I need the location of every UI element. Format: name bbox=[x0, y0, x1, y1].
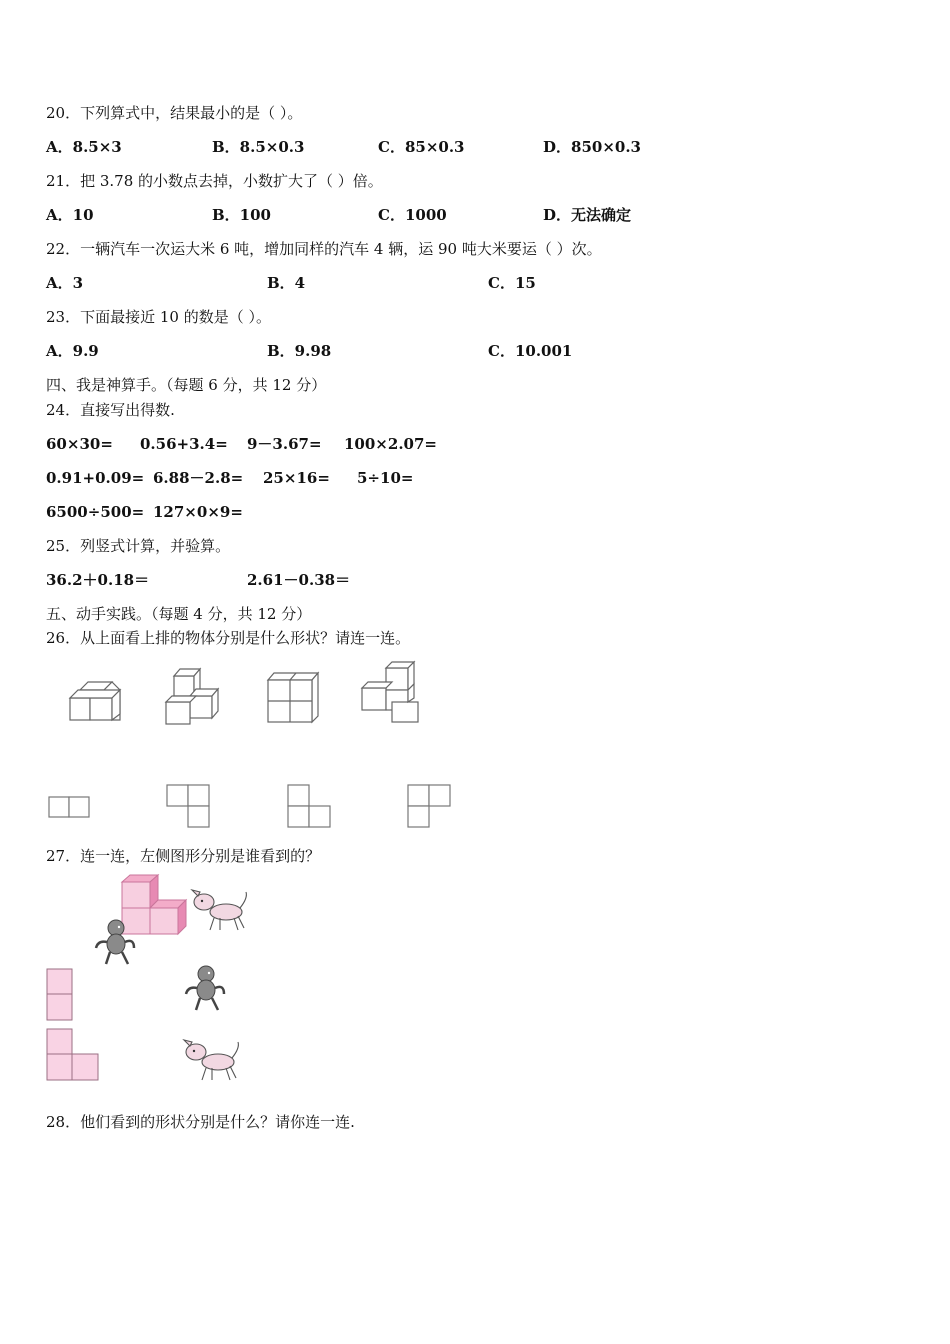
two-squares-icon bbox=[48, 796, 90, 818]
q23-option-a[interactable]: A．9.9 bbox=[46, 342, 99, 360]
q21-stem: 21．把 3.78 的小数点去掉，小数扩大了（ ）倍。 bbox=[46, 172, 383, 190]
q25-item: 2.61－0.38＝ bbox=[247, 571, 351, 589]
three-squares-corner-icon bbox=[407, 784, 451, 828]
q27-view-vertical[interactable] bbox=[46, 968, 74, 1022]
q21-option-a[interactable]: A．10 bbox=[46, 206, 94, 224]
q27-dog-bottom[interactable] bbox=[182, 1036, 242, 1084]
monkey-icon bbox=[182, 964, 228, 1012]
q20-option-b[interactable]: B．8.5×0.3 bbox=[212, 138, 305, 156]
q24-item: 127×0×9= bbox=[153, 503, 243, 521]
q24-item: 6500÷500= bbox=[46, 503, 145, 521]
q24-item: 6.88－2.8= bbox=[153, 469, 244, 487]
q22-option-b[interactable]: B．4 bbox=[267, 274, 306, 292]
q26-solid-3[interactable] bbox=[262, 670, 322, 726]
q24-item: 100×2.07= bbox=[344, 435, 437, 453]
three-squares-l-icon bbox=[166, 784, 210, 828]
q28-stem: 28．他们看到的形状分别是什么？请你连一连. bbox=[46, 1113, 355, 1131]
q20-option-d[interactable]: D．850×0.3 bbox=[543, 138, 641, 156]
q24-item: 0.56+3.4= bbox=[140, 435, 228, 453]
cube-pair-with-top-icon bbox=[64, 676, 126, 726]
q25-stem: 25．列竖式计算，并验算。 bbox=[46, 537, 231, 555]
q26-solid-4[interactable] bbox=[356, 660, 426, 726]
q20-option-c[interactable]: C．85×0.3 bbox=[378, 138, 465, 156]
q24-item: 5÷10= bbox=[357, 469, 414, 487]
q25-item: 36.2＋0.18＝ bbox=[46, 571, 150, 589]
q24-item: 25×16= bbox=[263, 469, 330, 487]
q24-item: 0.91+0.09= bbox=[46, 469, 145, 487]
q26-stem: 26．从上面看上排的物体分别是什么形状？请连一连。 bbox=[46, 629, 411, 647]
monkey-icon bbox=[92, 918, 138, 966]
q27-monkey-bottom[interactable] bbox=[182, 964, 228, 1012]
three-squares-step-icon bbox=[287, 784, 331, 828]
q23-option-c[interactable]: C．10.001 bbox=[488, 342, 573, 360]
section-4-heading: 四、我是神算手。（每题 6 分，共 12 分） bbox=[46, 376, 327, 394]
pink-two-stacked-icon bbox=[46, 968, 74, 1022]
q26-view-4[interactable] bbox=[407, 784, 451, 828]
q24-stem: 24．直接写出得数. bbox=[46, 401, 175, 419]
q23-stem: 23．下面最接近 10 的数是（ ）。 bbox=[46, 308, 271, 326]
cube-steps-icon bbox=[160, 666, 226, 728]
q21-option-d[interactable]: D．无法确定 bbox=[543, 206, 632, 224]
q26-view-2[interactable] bbox=[166, 784, 210, 828]
q22-option-a[interactable]: A．3 bbox=[46, 274, 84, 292]
q27-stem: 27．连一连，左侧图形分别是谁看到的？ bbox=[46, 847, 321, 865]
q26-view-3[interactable] bbox=[287, 784, 331, 828]
pink-l-shape-icon bbox=[46, 1028, 100, 1082]
q27-view-l[interactable] bbox=[46, 1028, 100, 1082]
q26-solid-2[interactable] bbox=[160, 666, 226, 728]
section-5-heading: 五、动手实践。（每题 4 分，共 12 分） bbox=[46, 605, 312, 623]
q24-item: 60×30= bbox=[46, 435, 113, 453]
cube-tower-icon bbox=[356, 660, 426, 726]
q27-monkey-top bbox=[92, 918, 138, 966]
q22-option-c[interactable]: C．15 bbox=[488, 274, 536, 292]
dog-icon bbox=[190, 886, 250, 934]
q22-stem: 22．一辆汽车一次运大米 6 吨，增加同样的汽车 4 辆，运 90 吨大米要运（ ）次。 bbox=[46, 240, 602, 258]
cube-block-2x2-icon bbox=[262, 670, 322, 726]
q26-view-1[interactable] bbox=[48, 796, 90, 818]
q26-solid-1[interactable] bbox=[64, 676, 126, 726]
q24-item: 9－3.67= bbox=[247, 435, 322, 453]
q21-option-c[interactable]: C．1000 bbox=[378, 206, 447, 224]
q27-dog-top bbox=[190, 886, 250, 934]
q23-option-b[interactable]: B．9.98 bbox=[267, 342, 332, 360]
q21-option-b[interactable]: B．100 bbox=[212, 206, 271, 224]
q20-stem: 20．下列算式中，结果最小的是（ ）。 bbox=[46, 104, 303, 122]
q20-option-a[interactable]: A．8.5×3 bbox=[46, 138, 122, 156]
dog-icon bbox=[182, 1036, 242, 1084]
